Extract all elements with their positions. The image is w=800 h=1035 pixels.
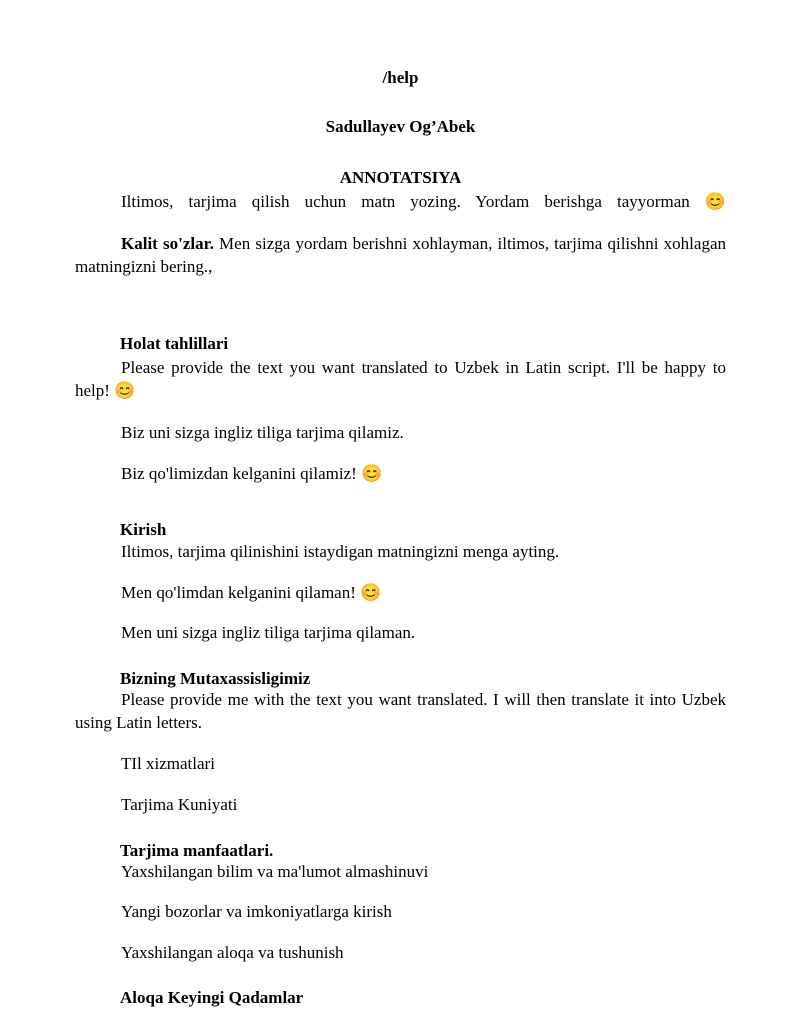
section-kirish-line: Iltimos, tarjima qilinishini istaydigan matningizni menga ayting. <box>121 542 560 561</box>
section-manfaatlar-line: Yaxshilangan bilim va ma'lumot almashinuvi <box>121 862 429 881</box>
section-heading-mutaxassislik: Bizning Mutaxassisligimiz <box>120 669 311 688</box>
section-holat-paragraph: Please provide the text you want translated to Uzbek in Latin script. I'll be happy to help! 😊 <box>75 358 726 400</box>
section-manfaatlar-line: Yaxshilangan aloqa va tushunish <box>121 943 344 962</box>
keywords-label: Kalit so'zlar. <box>121 234 214 253</box>
section-mutaxassislik-line: TIl xizmatlari <box>121 754 215 773</box>
slash-title: /help <box>382 68 419 87</box>
keywords-paragraph <box>75 232 726 278</box>
section-kirish-line: Men qo'limdan kelganini qilaman! 😊 <box>121 583 382 602</box>
section-heading-aloqa: Aloqa Keyingi Qadamlar <box>120 988 304 1007</box>
keywords-text: Men sizga yordam berishni xohlayman, iltimos, tarjima qilishni xohlagan matningizni bering., <box>75 234 726 276</box>
annotation-text: Iltimos, tarjima qilish uchun matn yozing. Yordam berishga tayyorman 😊 <box>121 192 726 211</box>
section-mutaxassislik-paragraph: Please provide me with the text you want translated. I will then translate it into Uzbek using Latin letters. <box>75 690 726 732</box>
section-kirish-line: Men uni sizga ingliz tiliga tarjima qilaman. <box>121 623 416 642</box>
section-heading-kirish: Kirish <box>120 520 167 539</box>
section-holat-line: Biz uni sizga ingliz tiliga tarjima qilamiz. <box>121 423 404 442</box>
section-mutaxassislik-line: Tarjima Kuniyati <box>121 795 238 814</box>
annotation-heading: ANNOTATSIYA <box>339 168 462 187</box>
section-manfaatlar-line: Yangi bozorlar va imkoniyatlarga kirish <box>121 902 392 921</box>
section-heading-holat: Holat tahlillari <box>120 334 229 353</box>
author-name: Sadullayev Og’Abek <box>325 117 476 136</box>
section-holat-line: Biz qo'limizdan kelganini qilamiz! 😊 <box>121 464 383 483</box>
section-heading-manfaatlar: Tarjima manfaatlari. <box>120 841 274 860</box>
